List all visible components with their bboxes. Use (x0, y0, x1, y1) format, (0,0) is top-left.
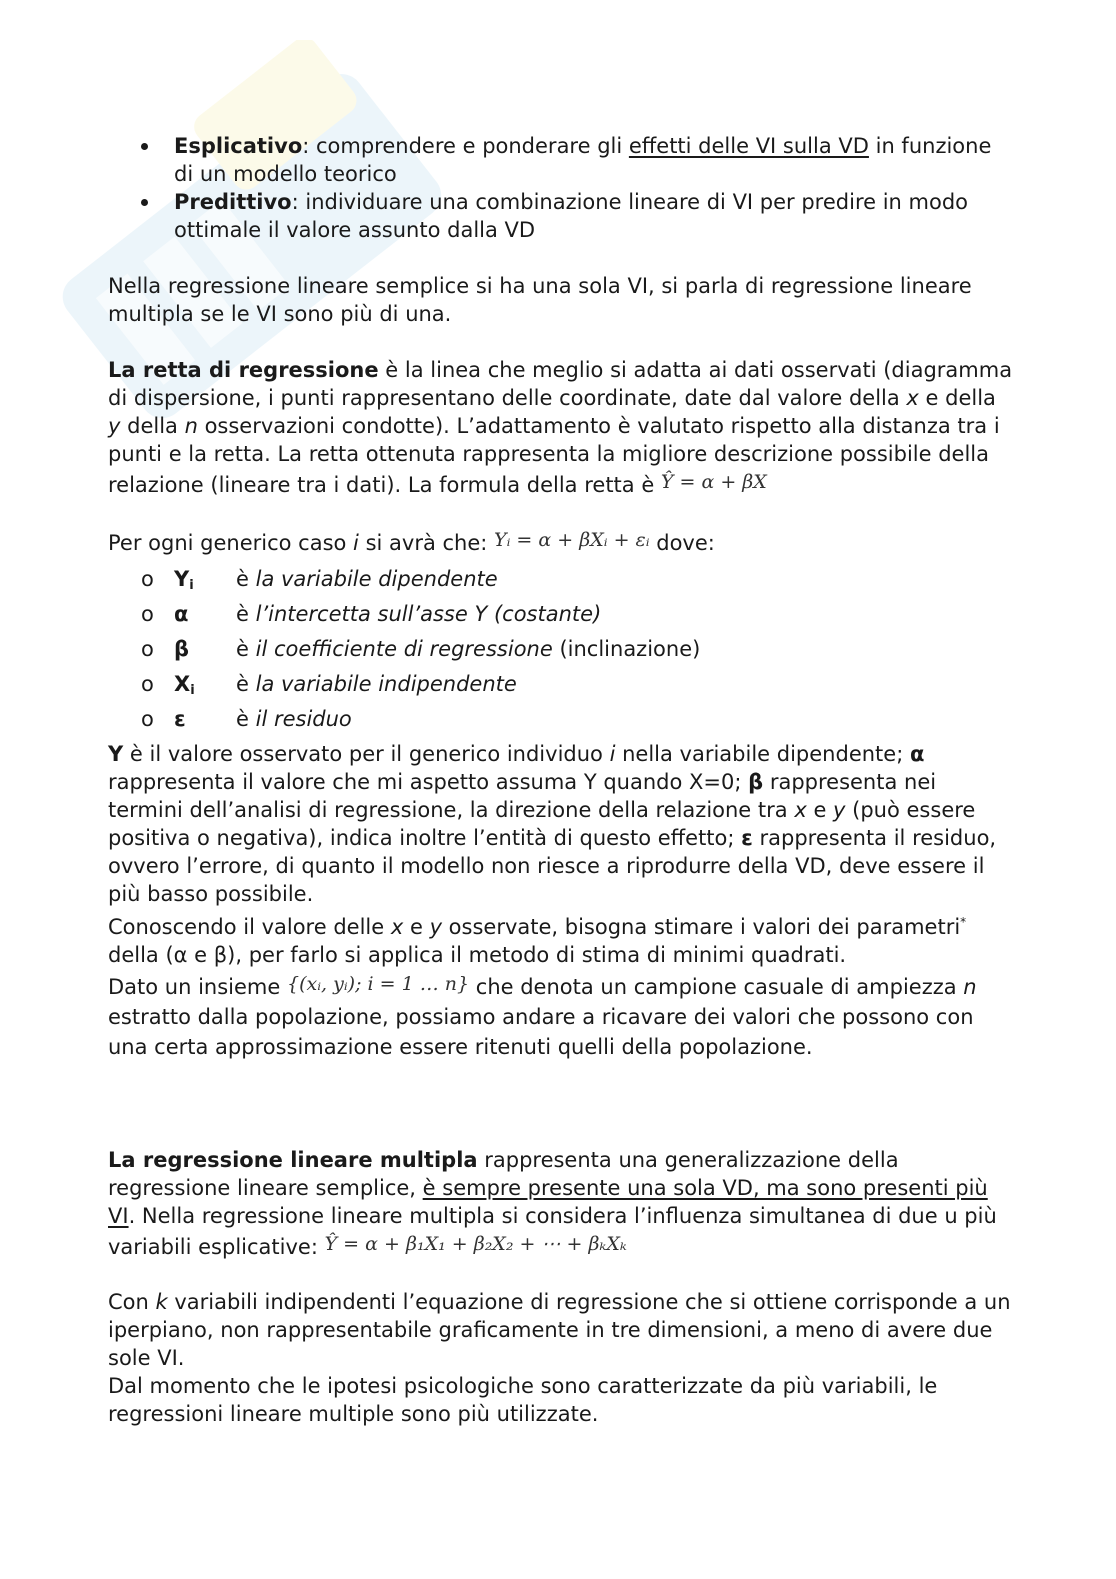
purpose-list (108, 132, 1013, 244)
list-item: o $Y_i$ è la variabile dipendente (141, 567, 498, 593)
multiple-regression-paragraph: La regressione lineare multipla rappresenta una generalizzazione della regressione lineare semplice, è sempre presente una sola VD, ma sono presenti più VI. Nella regressione lineare multipla si considera l’influenza simultanea di due u più variabili esplicative: Ŷ = α + β₁X₁ + β₂X₂ + ⋯ + βₖXₖ (108, 1148, 997, 1259)
multiple-formula: Ŷ = α + β₁X₁ + β₂X₂ + ⋯ + βₖXₖ (324, 1233, 627, 1255)
generic-case-paragraph: Per ogni generico caso i si avrà che: Yᵢ = α + βXᵢ + εᵢ dove: (108, 529, 715, 555)
hyperplane-paragraph: Con k variabili indipendenti l’equazione di regressione che si ottiene corrisponde a un iperpiano, non rappresentabile graficamente in tre dimensioni, a meno di avere due sole VI. (108, 1290, 1011, 1370)
line-formula: Ŷ = α + βX (660, 471, 767, 493)
symbol-list (108, 565, 1013, 740)
case-formula: Yᵢ = α + βXᵢ + εᵢ (494, 529, 650, 551)
list-item: o ε è il residuo (141, 707, 352, 731)
explanation-paragraph: Y è il valore osservato per il generico individuo i nella variabile dipendente; α rappresenta il valore che mi aspetto assuma Y quando X=0; β rappresenta nei termini dell’analisi di regressione, la direzione della relazione tra x e y (può essere positiva o negativa), indica inoltre l’entità di questo effetto; ε rappresenta il residuo, ovvero l’errore, di quanto il modello non riesce a riprodurre della VD, deve essere il più basso possibile. (108, 742, 997, 906)
list-item: Predittivo: individuare una combinazione lineare di VI per predire in modo ottimale il valore assunto dalla VD (108, 188, 1013, 244)
simple-regression-paragraph: Nella regressione lineare semplice si ha una sola VI, si parla di regressione lineare multipla se le VI sono più di una. (108, 274, 972, 326)
sample-paragraph: Dato un insieme {(xᵢ, yᵢ); i = 1 … n} che denota un campione casuale di ampiezza n estratto dalla popolazione, possiamo andare a ricavare dei valori che possono con una certa approssimazione essere ritenuti quelli della popolazione. (108, 973, 977, 1059)
conclusion-paragraph: Dal momento che le ipotesi psicologiche sono caratterizzate da più variabili, le regressioni lineare multiple sono più utilizzate. (108, 1374, 938, 1426)
bullet-icon (141, 143, 148, 150)
sample-formula: {(xᵢ, yᵢ); i = 1 … n} (286, 973, 470, 995)
estimation-paragraph: Conoscendo il valore delle x e y osservate, bisogna stimare i valori dei parametri* della (α e β), per farlo si applica il metodo di stima di minimi quadrati. (108, 915, 967, 967)
list-item: o $X_i$ è la variabile indipendente (141, 672, 517, 698)
bullet-icon (141, 199, 148, 206)
list-item: o β è il coefficiente di regressione (inclinazione) (141, 637, 701, 661)
document-page (108, 132, 1013, 1428)
list-item: o α è l’intercetta sull’asse Y (costante) (141, 602, 602, 626)
list-item: Esplicativo: comprendere e ponderare gli effetti delle VI sulla VD in funzione di un modello teorico (108, 132, 1013, 188)
regression-line-paragraph: La retta di regressione è la linea che meglio si adatta ai dati osservati (diagramma di dispersione, i punti rappresentano delle coordinate, date dal valore della x e della y della n osservazioni condotte). L’adattamento è valutato rispetto alla distanza tra i punti e la retta. La retta ottenuta rappresenta la migliore descrizione possibile della relazione (lineare tra i dati). La formula della retta è Ŷ = α + βX (108, 358, 1013, 497)
